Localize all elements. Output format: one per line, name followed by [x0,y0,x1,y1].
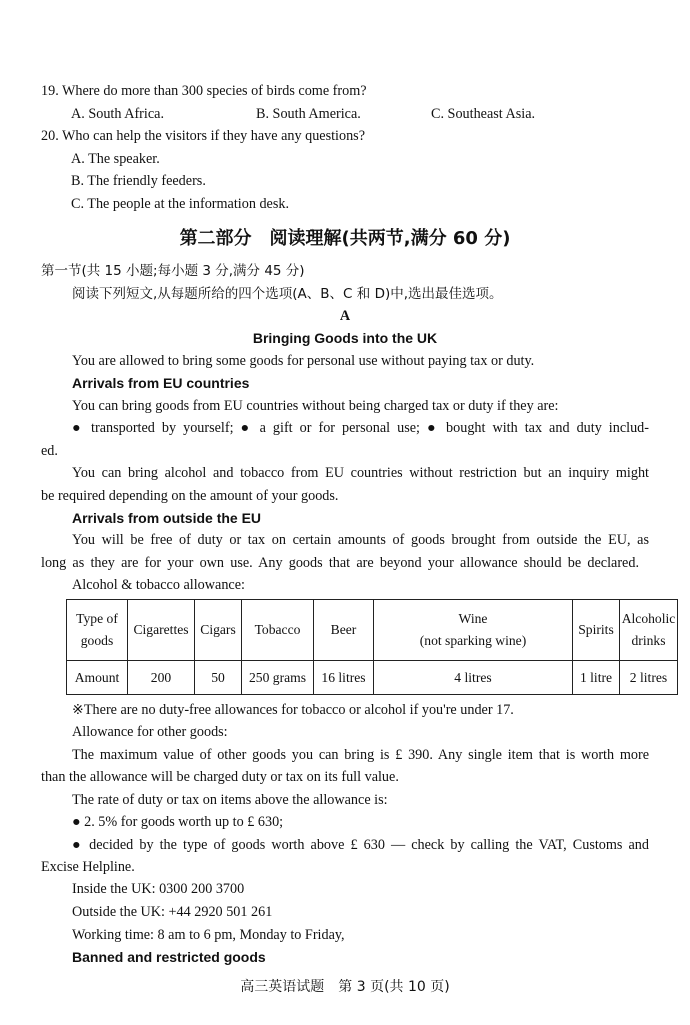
outside-eu-paragraph-line-1: You will be free of duty or tax on certain amounts of goods brought from outside the EU, as [72,532,649,548]
header-cigarettes: Cigarettes [128,600,195,661]
banned-goods-heading: Banned and restricted goods [72,949,266,965]
rate-bullet-2-line-2: Excise Helpline. [41,859,135,875]
header-beer: Beer [314,600,374,661]
question-19-option-b: B. South America. [256,106,361,122]
header-cigars: Cigars [195,600,242,661]
eu-paragraph-2-line-1: You can bring alcohol and tobacco from EU countries without restriction but an inquiry might [72,465,649,481]
passage-title: Bringing Goods into the UK [252,330,438,346]
amount-tobacco: 250 grams [242,661,314,695]
amount-cigars: 50 [195,661,242,695]
age-note: ※There are no duty-free allowances for tobacco or alcohol if you're under 17. [72,702,514,718]
amount-alcoholic-drinks: 2 litres [620,661,678,695]
outside-uk-phone: Outside the UK: +44 2920 501 261 [72,904,273,920]
question-20-stem: 20. Who can help the visitors if they have any questions? [41,128,366,144]
table-header-row [67,600,678,661]
reading-instruction: 阅读下列短文,从每题所给的四个选项(A、B、C 和 D)中,选出最佳选项。 [72,286,503,302]
header-alcoholic-drinks: Alcoholic drinks [620,600,678,661]
other-goods-paragraph-line-1: The maximum value of other goods you can bring is £ 390. Any single item that is worth more [72,747,649,763]
amount-cigarettes: 200 [128,661,195,695]
outside-eu-heading: Arrivals from outside the EU [72,510,262,526]
eu-paragraph-1: You can bring goods from EU countries without being charged tax or duty if they are: [72,398,559,414]
question-20-option-b: B. The friendly feeders. [71,173,206,189]
header-tobacco: Tobacco [242,600,314,661]
amount-beer: 16 litres [314,661,374,695]
question-19-option-a: A. South Africa. [71,106,164,122]
table-row [67,661,678,695]
rate-bullet-1: ● 2. 5% for goods worth up to £ 630; [72,814,284,830]
eu-section-heading: Arrivals from EU countries [72,375,250,391]
question-19-option-c: C. Southeast Asia. [431,106,536,122]
header-type-of-goods: Type of goods [67,600,128,661]
question-19-stem: 19. Where do more than 300 species of birds come from? [41,83,367,99]
other-goods-label: Allowance for other goods: [72,724,228,740]
rate-bullet-2-line-1: ● decided by the type of goods worth above £ 630 — check by calling the VAT, Customs and [72,837,649,853]
amount-spirits: 1 litre [573,661,620,695]
question-20-option-c: C. The people at the information desk. [71,196,290,212]
rate-label: The rate of duty or tax on items above the allowance is: [72,792,388,808]
amount-wine: 4 litres [374,661,573,695]
passage-intro: You are allowed to bring some goods for personal use without paying tax or duty. [72,353,535,369]
working-time: Working time: 8 am to 6 pm, Monday to Friday, [72,927,345,943]
page-footer: 高三英语试题 第 3 页(共 10 页) [240,979,450,995]
passage-letter: A [339,308,351,324]
eu-bullets-line-2: ed. [41,443,58,459]
section-one-heading: 第一节(共 15 小题;每小题 3 分,满分 45 分) [41,263,305,279]
eu-bullets-line-1: ● transported by yourself; ● a gift or for personal use; ● bought with tax and duty includ- [72,420,649,436]
header-wine: Wine (not sparking wine) [374,600,573,661]
header-spirits: Spirits [573,600,620,661]
question-20-option-a: A. The speaker. [71,151,160,167]
other-goods-paragraph-line-2: than the allowance will be charged duty or tax on its full value. [41,769,399,785]
part-two-heading: 第二部分 阅读理解(共两节,满分 60 分) [179,228,511,249]
row-label-amount: Amount [67,661,128,695]
allowance-table [66,599,678,695]
allowance-table-label: Alcohol & tobacco allowance: [72,577,245,593]
inside-uk-phone: Inside the UK: 0300 200 3700 [72,881,245,897]
eu-paragraph-2-line-2: be required depending on the amount of your goods. [41,488,339,504]
outside-eu-paragraph-line-2: long as they are for your own use. Any goods that are beyond your allowance should be declared. [41,555,639,571]
